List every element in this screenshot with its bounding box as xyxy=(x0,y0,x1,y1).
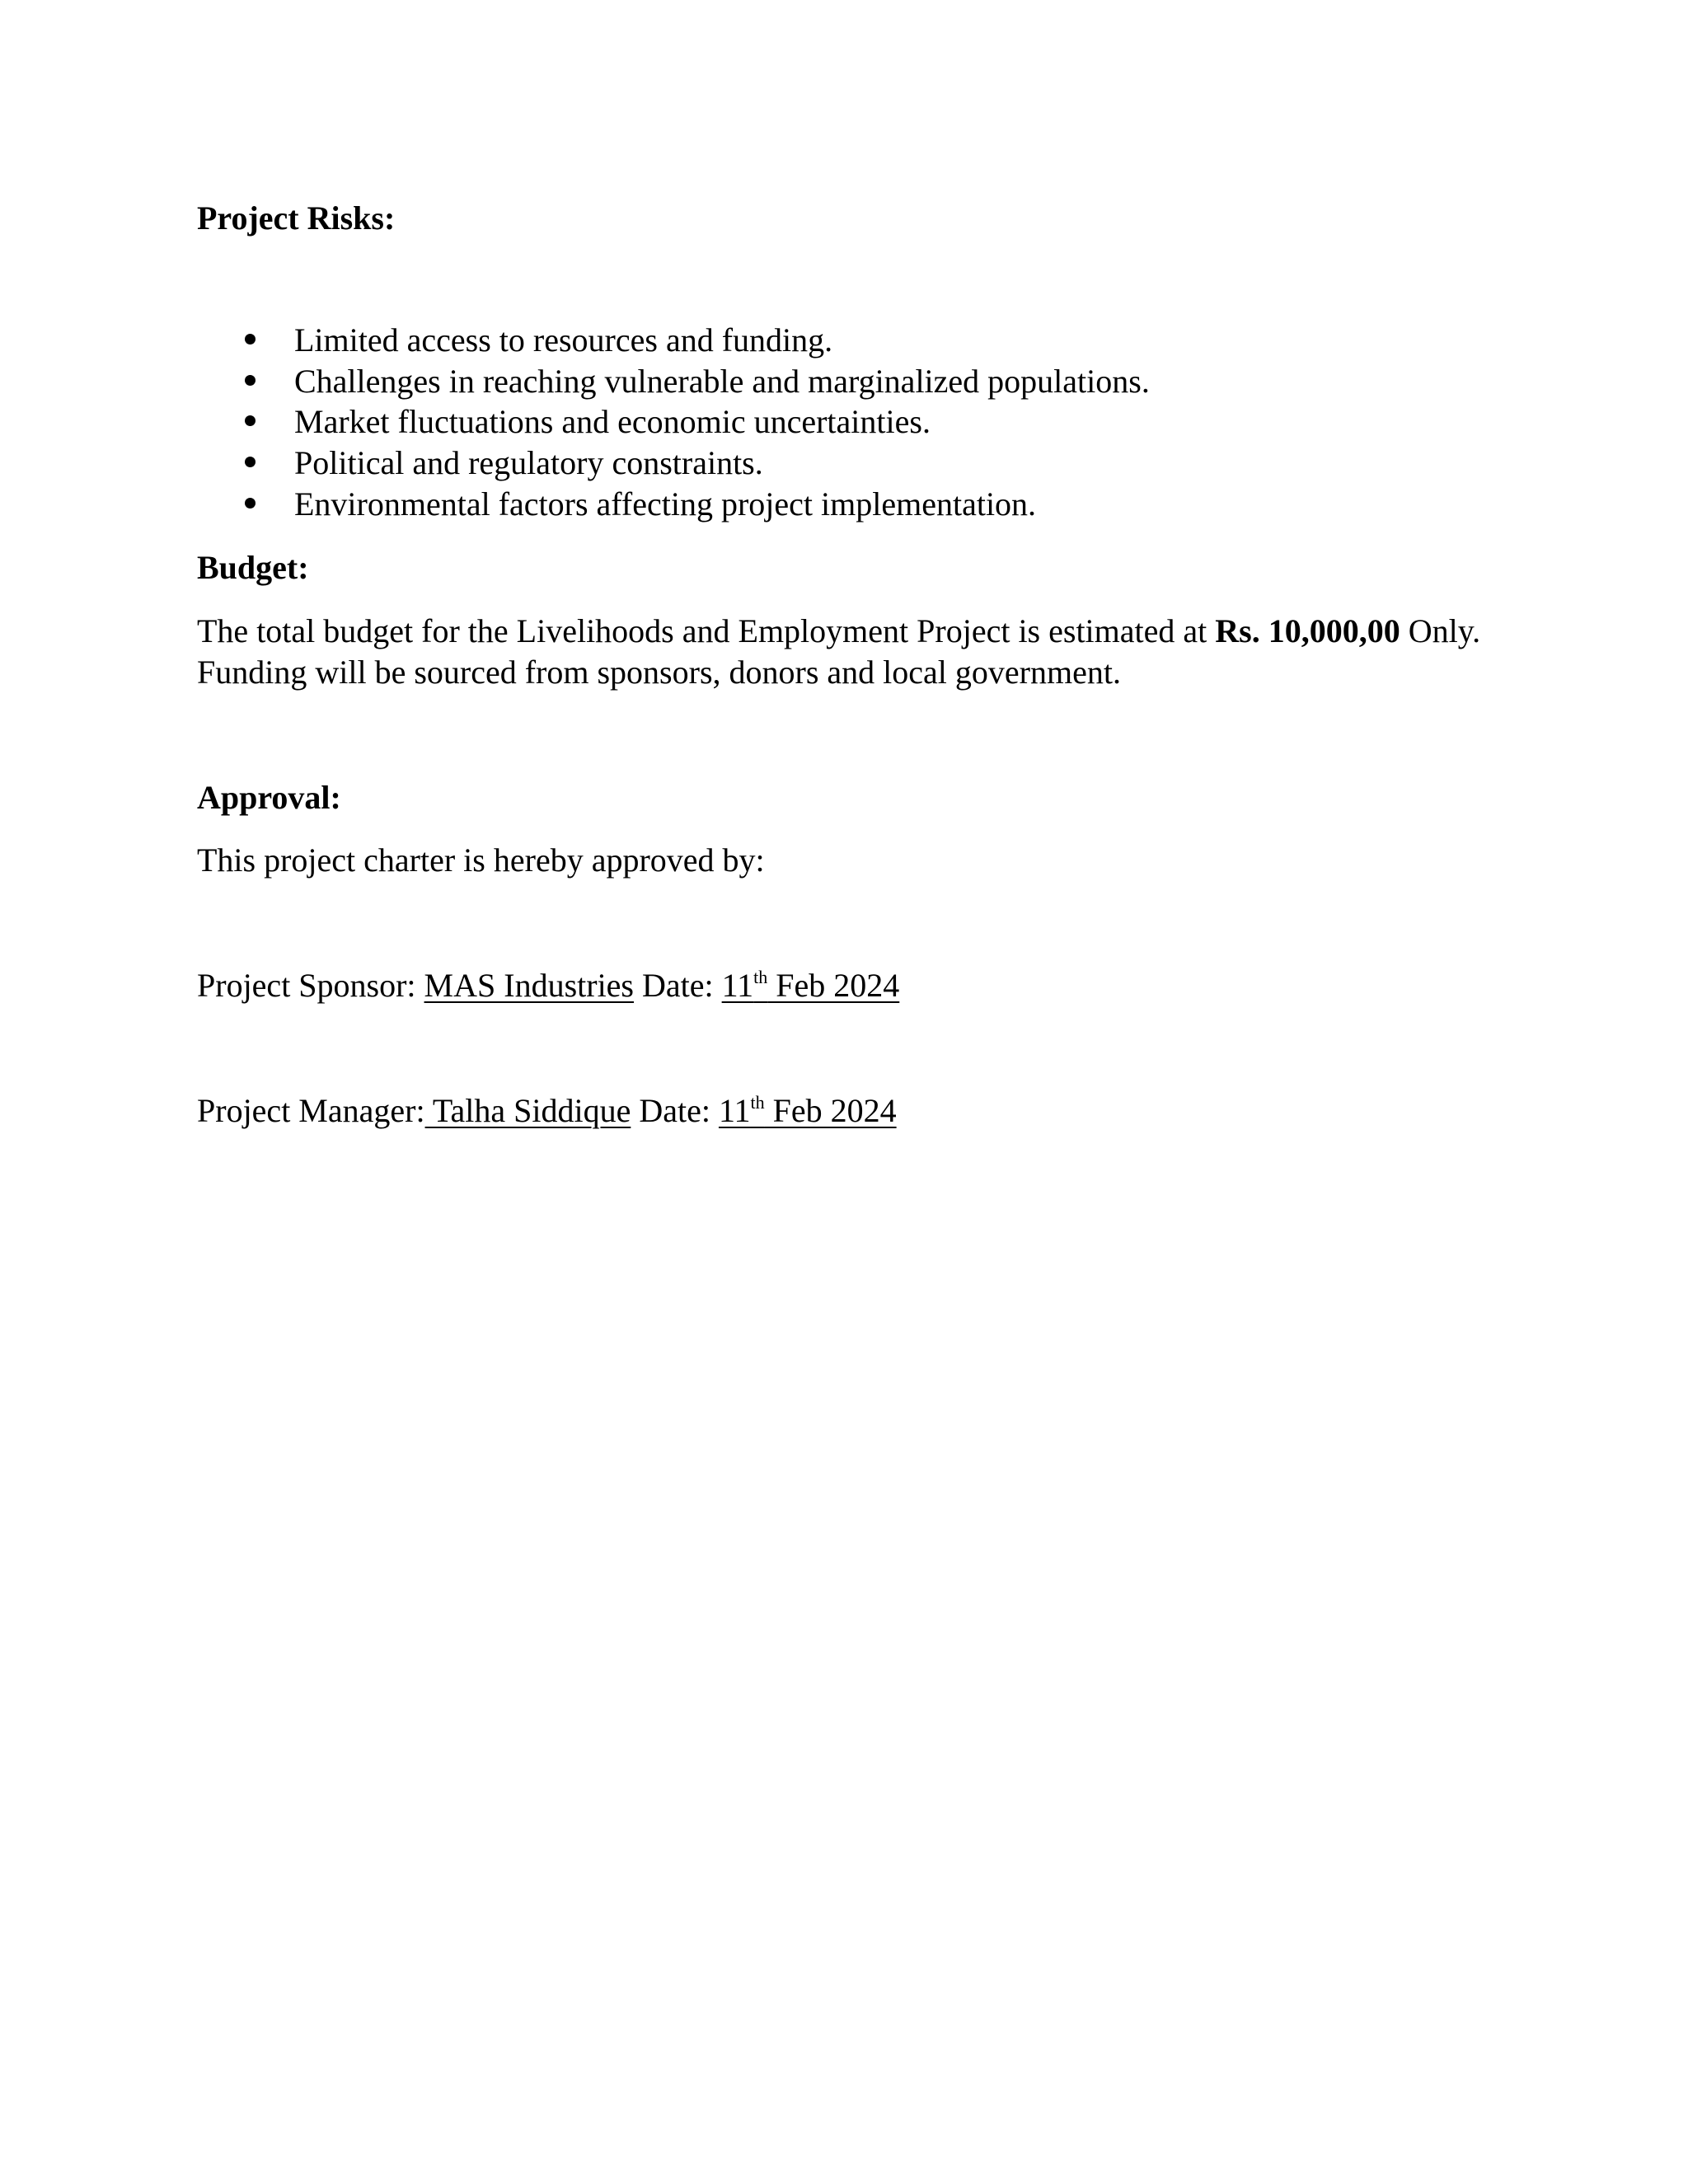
budget-text-after: Only. xyxy=(1400,612,1481,649)
budget-amount: Rs. 10,000,00 xyxy=(1215,612,1400,649)
bullet-icon xyxy=(245,375,256,386)
sponsor-date-label: Date: xyxy=(634,967,722,1004)
approval-intro: This project charter is hereby approved by: xyxy=(197,841,765,879)
risk-item: Challenges in reaching vulnerable and marginalized populations. xyxy=(294,363,1150,400)
sponsor-date-day: 11 xyxy=(721,967,754,1004)
bullet-icon xyxy=(245,498,256,509)
sponsor-date-suffix: th xyxy=(753,967,768,987)
bullet-icon xyxy=(245,334,256,344)
manager-line xyxy=(197,1090,897,1132)
budget-heading: Budget: xyxy=(197,549,309,586)
risk-item: Environmental factors affecting project implementation. xyxy=(294,485,1037,523)
budget-line-1 xyxy=(197,611,1480,652)
sponsor-date-rest: Feb 2024 xyxy=(767,967,900,1004)
risk-item: Limited access to resources and funding. xyxy=(294,321,833,359)
manager-date xyxy=(719,1092,897,1129)
manager-date-label: Date: xyxy=(631,1092,719,1129)
risk-item: Market fluctuations and economic uncertainties. xyxy=(294,403,931,440)
sponsor-line xyxy=(197,965,899,1006)
budget-text-before: The total budget for the Livelihoods and Employment Project is estimated at xyxy=(197,612,1216,649)
bullet-icon xyxy=(245,415,256,426)
manager-label: Project Manager: xyxy=(197,1092,425,1129)
sponsor-date xyxy=(722,967,900,1004)
risks-heading: Project Risks: xyxy=(197,199,396,237)
manager-date-day: 11 xyxy=(718,1092,751,1129)
manager-date-rest: Feb 2024 xyxy=(764,1092,897,1129)
sponsor-label: Project Sponsor: xyxy=(197,967,424,1004)
manager-date-suffix: th xyxy=(750,1092,765,1113)
bullet-icon xyxy=(245,457,256,467)
approval-heading: Approval: xyxy=(197,779,341,816)
risk-item: Political and regulatory constraints. xyxy=(294,444,763,481)
budget-line-2: Funding will be sourced from sponsors, donors and local government. xyxy=(197,654,1121,691)
manager-name: Talha Siddique xyxy=(424,1092,631,1129)
sponsor-name: MAS Industries xyxy=(424,967,634,1004)
